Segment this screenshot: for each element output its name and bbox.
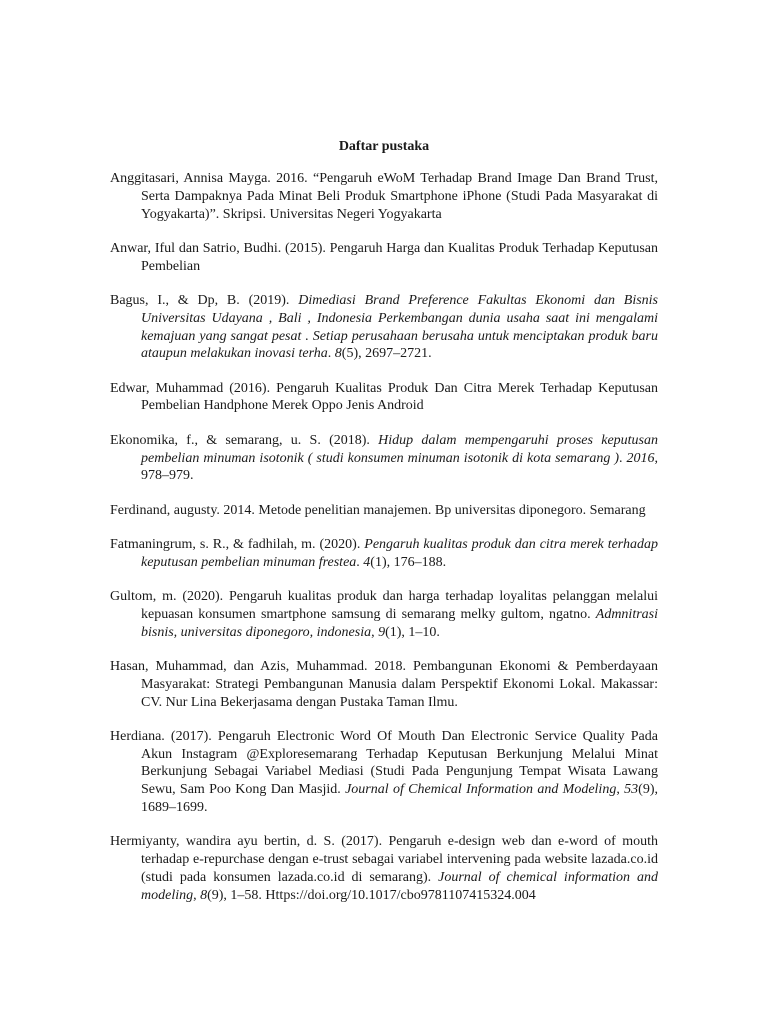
reference-italic-text: 8 [334, 346, 342, 362]
reference-entry [110, 380, 658, 416]
reference-text: (5), 2697–2721. [341, 346, 432, 362]
reference-text: Hermiyanty, wandira ayu bertin, d. S. (2017). Pengaruh e-design web dan e-word of mouth terhadap e-repurchase dengan e-trust sebagai variabel intervening pada website lazada.co.id (studi pada konsumen lazada.co.id di semarang). [110, 834, 658, 885]
reference-italic-text: Pengaruh kualitas produk dan citra merek terhadap keputusan pembelian minuman frestea [141, 536, 658, 570]
reference-text: , [616, 782, 625, 798]
reference-text: (9), 1689–1699. [141, 782, 658, 816]
reference-italic-text: Hidup dalam mempengaruhi proses keputusan pembelian minuman isotonik ( studi konsumen minuman isotonik di kota semarang ) [141, 432, 658, 466]
reference-text: , 978–979. [141, 450, 659, 484]
reference-italic-text: 2016 [626, 450, 655, 466]
reference-entry [110, 170, 658, 223]
reference-text: (9), 1–58. Https://doi.org/10.1017/cbo9781107415324.004 [207, 887, 536, 903]
reference-text: Herdiana. (2017). Pengaruh Electronic Word Of Mouth Dan Electronic Service Quality Pada Akun Instagram @Exploresemarang Terhadap Keputusan Berkunjung Melalui Minat Berkunjung Sebagai Variabel Mediasi (Studi Pada Pengunjung Tempat Wisata Lawang Sewu, Sam Poo Kong Dan Masjid. [110, 728, 658, 798]
reference-text: Anwar, Iful dan Satrio, Budhi. (2015). Pengaruh Harga dan Kualitas Produk Terhadap Keputusan Pembelian [110, 240, 658, 274]
reference-text: Ekonomika, f., & semarang, u. S. (2018). [110, 432, 379, 448]
reference-italic-text: Admnitrasi bisnis, universitas diponegoro, indonesia [141, 606, 658, 640]
reference-text: (1), 176–188. [370, 554, 447, 570]
reference-text: , [371, 624, 379, 640]
reference-entry [110, 292, 658, 363]
reference-text: , [193, 887, 201, 903]
reference-text: Fatmaningrum, s. R., & fadhilah, m. (2020). [110, 536, 365, 552]
reference-entry [110, 432, 658, 485]
reference-text: . [327, 346, 335, 362]
reference-italic-text: Journal of chemical information and modeling [141, 869, 658, 903]
reference-italic-text: 8 [200, 887, 208, 903]
reference-text: . [619, 450, 627, 466]
reference-entry [110, 728, 658, 817]
reference-text: Anggitasari, Annisa Mayga. 2016. “Pengaruh eWoM Terhadap Brand Image Dan Brand Trust, Serta Dampaknya Pada Minat Beli Produk Smartphone iPhone (Studi Pada Masyarakat di Yogyakarta)”. Skripsi. Universitas Negeri Yogyakarta [110, 171, 658, 222]
reference-italic-text: Dimediasi Brand Preference Fakultas Ekonomi dan Bisnis Universitas Udayana , Bali , Indonesia Perkembangan dunia usaha saat ini mengalami kemajuan yang sangat pesat . Setiap perusahaan berusaha untuk menciptakan produk baru ataupun melakukan inovasi terha [141, 292, 659, 362]
reference-text: . [356, 554, 364, 570]
reference-entry [110, 502, 658, 520]
reference-entry [110, 536, 658, 572]
reference-text: Bagus, I., & Dp, B. (2019). [110, 292, 299, 308]
reference-list [110, 170, 658, 921]
reference-text: Edwar, Muhammad (2016). Pengaruh Kualitas Produk Dan Citra Merek Terhadap Keputusan Pembelian Handphone Merek Oppo Jenis Android [110, 380, 658, 414]
reference-text: Ferdinand, augusty. 2014. Metode penelitian manajemen. Bp universitas diponegoro. Semarang [110, 502, 646, 518]
reference-italic-text: Journal of Chemical Information and Modeling [345, 782, 617, 798]
reference-italic-text: 9 [378, 624, 386, 640]
reference-entry [110, 658, 658, 711]
reference-text: (1), 1–10. [385, 624, 440, 640]
reference-entry [110, 833, 658, 904]
reference-entry [110, 240, 658, 276]
reference-entry [110, 588, 658, 641]
reference-text: Gultom, m. (2020). Pengaruh kualitas produk dan harga terhadap loyalitas pelanggan melalui kepuasan konsumen smartphone samsung di semarang melky gultom, ngatno. [110, 589, 658, 622]
reference-text: Hasan, Muhammad, dan Azis, Muhammad. 2018. Pembangunan Ekonomi & Pemberdayaan Masyarakat: Strategi Pembangunan Manusia dalam Perspektif Ekonomi Lokal. Makassar: CV. Nur Lina Bekerjasama dengan Pustaka Taman Ilmu. [110, 658, 658, 710]
reference-italic-text: 4 [363, 554, 371, 570]
reference-italic-text: 53 [624, 782, 639, 798]
page-title: Daftar pustaka [338, 139, 430, 154]
